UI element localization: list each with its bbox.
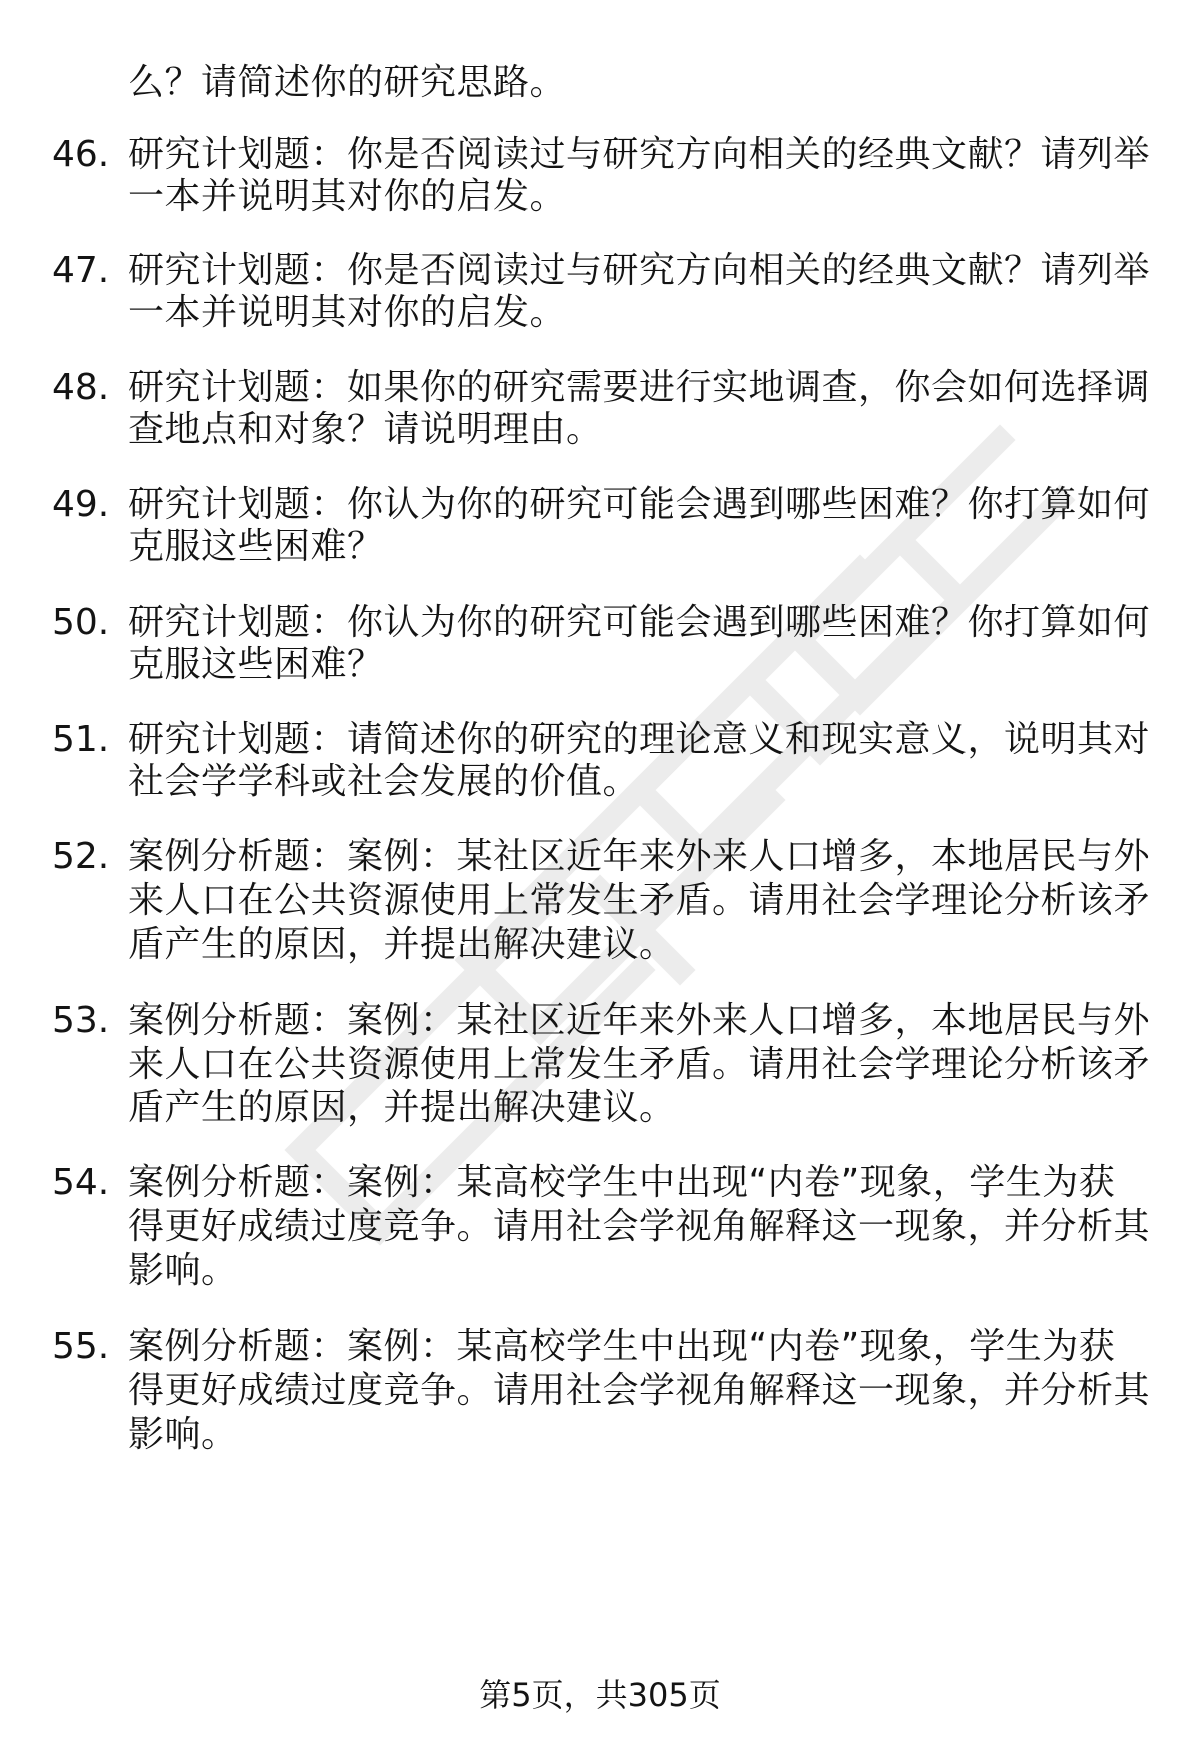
question-line: 案例分析题：案例：某社区近年来外来人口增多，本地居民与外 (128, 836, 1151, 877)
question-line: 社会学学科或社会发展的价值。 (128, 761, 640, 802)
page-number-footer: 第5页，共305页 (479, 1676, 721, 1714)
question-line: 研究计划题：请简述你的研究的理论意义和现实意义，说明其对 (128, 719, 1151, 760)
question-line: 案例分析题：案例：某社区近年来外来人口增多，本地居民与外 (128, 1000, 1151, 1041)
question-line: 影响。 (128, 1250, 238, 1291)
question-number: 55. (52, 1326, 110, 1367)
question-line: 克服这些困难？ (128, 526, 384, 567)
question-number: 49. (52, 484, 110, 525)
question-line: 研究计划题：如果你的研究需要进行实地调查，你会如何选择调 (128, 367, 1151, 408)
question-line: 研究计划题：你是否阅读过与研究方向相关的经典文献？请列举 (128, 250, 1151, 291)
question-line: 一本并说明其对你的启发。 (128, 176, 567, 217)
question-line: 案例分析题：案例：某高校学生中出现“内卷”现象，学生为获 (128, 1162, 1116, 1203)
question-line: 查地点和对象？请说明理由。 (128, 409, 603, 450)
question-line: 研究计划题：你是否阅读过与研究方向相关的经典文献？请列举 (128, 134, 1151, 175)
question-number: 48. (52, 367, 110, 408)
question-number: 52. (52, 836, 110, 877)
question-line: 盾产生的原因，并提出解决建议。 (128, 1087, 676, 1128)
question-number: 53. (52, 1000, 110, 1041)
question-line: 得更好成绩过度竞争。请用社会学视角解释这一现象，并分析其 (128, 1206, 1151, 1247)
question-number: 51. (52, 719, 110, 760)
question-number: 47. (52, 250, 110, 291)
question-line: 研究计划题：你认为你的研究可能会遇到哪些困难？你打算如何 (128, 484, 1151, 525)
question-line: 盾产生的原因，并提出解决建议。 (128, 924, 676, 965)
question-line: 来人口在公共资源使用上常发生矛盾。请用社会学理论分析该矛 (128, 880, 1151, 921)
question-line: 一本并说明其对你的启发。 (128, 292, 567, 333)
question-number: 50. (52, 602, 110, 643)
question-line: 得更好成绩过度竞争。请用社会学视角解释这一现象，并分析其 (128, 1370, 1151, 1411)
question-line: 来人口在公共资源使用上常发生矛盾。请用社会学理论分析该矛 (128, 1044, 1151, 1085)
question-number: 46. (52, 134, 110, 175)
continuation-line: 么？请简述你的研究思路。 (128, 62, 567, 103)
question-line: 研究计划题：你认为你的研究可能会遇到哪些困难？你打算如何 (128, 602, 1151, 643)
question-line: 影响。 (128, 1414, 238, 1455)
question-line: 案例分析题：案例：某高校学生中出现“内卷”现象，学生为获 (128, 1326, 1116, 1367)
question-line: 克服这些困难？ (128, 644, 384, 685)
question-number: 54. (52, 1162, 110, 1203)
